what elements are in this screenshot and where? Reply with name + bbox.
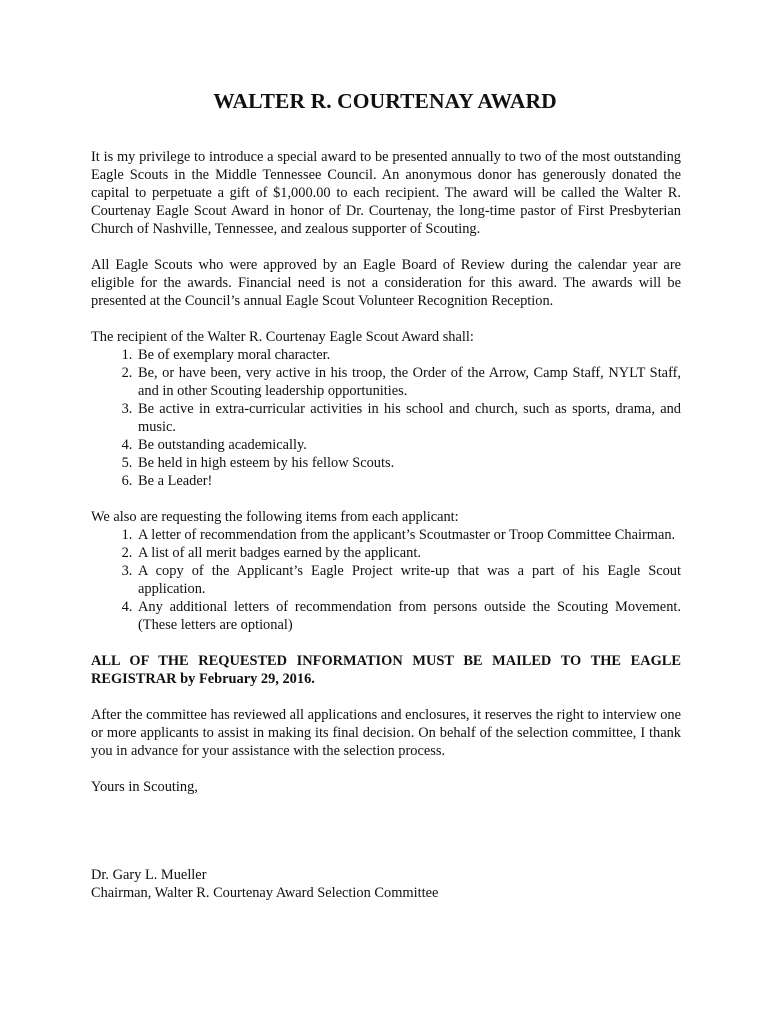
criteria-item: 5. Be held in high esteem by his fellow Scouts. <box>136 454 681 472</box>
intro-paragraph: It is my privilege to introduce a special award to be presented annually to two of the most outstanding Eagle Scouts in the Middle Tennessee Council. An anonymous donor has generously donated the capital to perpetuate a gift of $1,000.00 to each recipient. The award will be called the Walter R. Courtenay Eagle Scout Award in honor of Dr. Courtenay, the long-time pastor of First Presbyterian Church of Nashville, Tennessee, and zealous supporter of Scouting. <box>91 149 681 237</box>
request-item: 1. A letter of recommendation from the applicant’s Scoutmaster or Troop Committee Chairman. <box>136 526 681 544</box>
request-item: 2. A list of all merit badges earned by the applicant. <box>136 544 681 562</box>
criteria-item: 4. Be outstanding academically. <box>136 436 681 454</box>
eligibility-paragraph: All Eagle Scouts who were approved by an Eagle Board of Review during the calendar year are eligible for the awards. Financial need is not a consideration for this award. The awards will be presented at the Council’s annual Eagle Scout Volunteer Recognition Reception. <box>91 257 681 309</box>
criteria-item: 2. Be, or have been, very active in his troop, the Order of the Arrow, Camp Staff, NYLT Staff, and in other Scouting leadership opportunities. <box>136 364 681 400</box>
closing-paragraph: After the committee has reviewed all applications and enclosures, it reserves the right to interview one or more applicants to assist in making its final decision. On behalf of the selection committee, I thank you in advance for your assistance with the selection process. <box>91 707 681 759</box>
salutation: Yours in Scouting, <box>91 779 198 795</box>
document-body <box>91 148 681 902</box>
requests-list <box>91 526 681 634</box>
signer-name: Dr. Gary L. Mueller <box>91 867 207 883</box>
signature-space <box>91 796 681 866</box>
request-item: 4. Any additional letters of recommendation from persons outside the Scouting Movement. (These letters are optional) <box>136 598 681 634</box>
document-title: WALTER R. COURTENAY AWARD <box>213 89 557 113</box>
criteria-item: 6. Be a Leader! <box>136 472 681 490</box>
deadline-notice: ALL OF THE REQUESTED INFORMATION MUST BE MAILED TO THE EAGLE REGISTRAR by February 29, 2016. <box>91 653 681 687</box>
requests-intro: We also are requesting the following items from each applicant: <box>91 509 459 525</box>
request-item: 3. A copy of the Applicant’s Eagle Project write-up that was a part of his Eagle Scout application. <box>136 562 681 598</box>
criteria-item: 3. Be active in extra-curricular activities in his school and church, such as sports, drama, and music. <box>136 400 681 436</box>
criteria-intro: The recipient of the Walter R. Courtenay Eagle Scout Award shall: <box>91 329 474 345</box>
criteria-item: 1. Be of exemplary moral character. <box>136 346 681 364</box>
criteria-list <box>91 346 681 490</box>
signer-title: Chairman, Walter R. Courtenay Award Selection Committee <box>91 885 439 901</box>
